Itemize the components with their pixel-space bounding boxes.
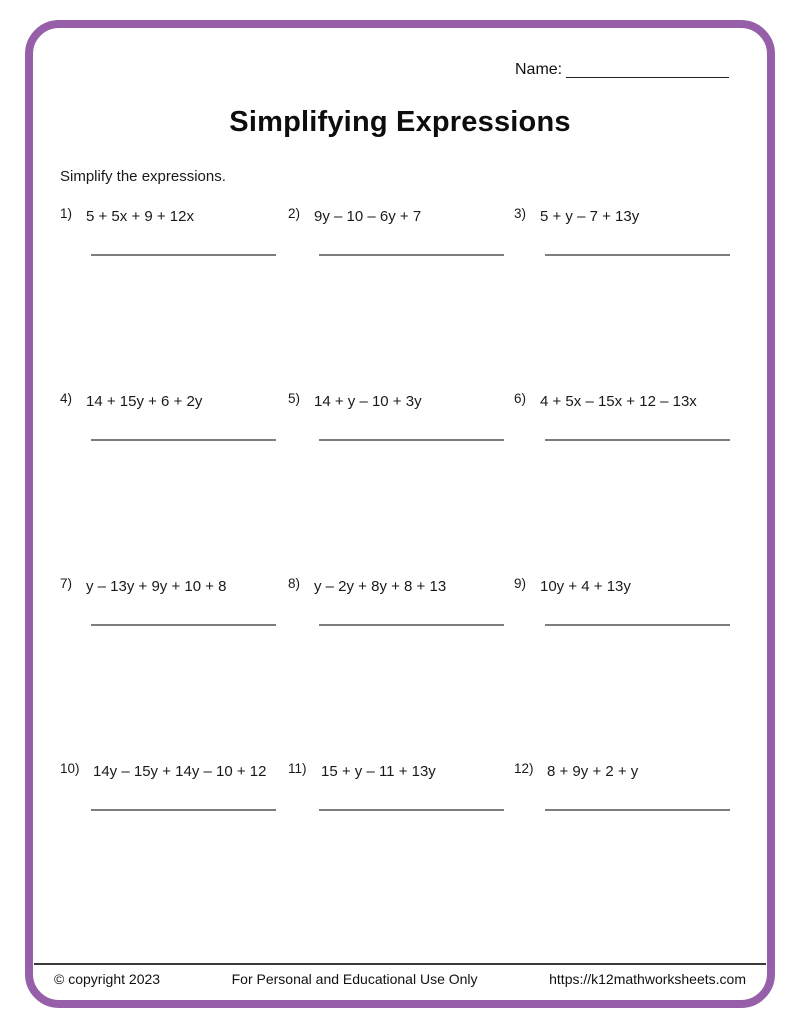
problem-2 xyxy=(288,206,514,391)
answer-line xyxy=(91,254,276,256)
problem-expression: 9y – 10 – 6y + 7 xyxy=(314,208,422,225)
problem-number: 11) xyxy=(288,761,307,776)
answer-line xyxy=(545,254,730,256)
problem-expression: 4 + 5x – 15x + 12 – 13x xyxy=(540,393,697,410)
problem-expression: y – 13y + 9y + 10 + 8 xyxy=(86,578,227,595)
problem-number: 12) xyxy=(514,761,534,776)
problem-number: 10) xyxy=(60,761,80,776)
problem-number: 6) xyxy=(514,391,527,406)
answer-line xyxy=(545,809,730,811)
name-blank-line xyxy=(566,77,729,78)
name-label: Name: xyxy=(515,61,563,78)
problem-number: 5) xyxy=(288,391,301,406)
answer-line xyxy=(91,809,276,811)
problem-7 xyxy=(60,576,288,761)
problem-expression: 8 + 9y + 2 + y xyxy=(547,763,639,780)
problem-expression: 15 + y – 11 + 13y xyxy=(321,763,436,780)
problem-expression: y – 2y + 8y + 8 + 13 xyxy=(314,578,447,595)
answer-line xyxy=(319,439,504,441)
answer-line xyxy=(319,254,504,256)
answer-line xyxy=(319,624,504,626)
problem-expression: 5 + y – 7 + 13y xyxy=(540,208,640,225)
answer-line xyxy=(319,809,504,811)
problem-expression: 14y – 15y + 14y – 10 + 12 xyxy=(93,763,267,780)
problem-11 xyxy=(288,761,514,946)
instructions-text: Simplify the expressions. xyxy=(60,168,226,185)
problem-10 xyxy=(60,761,288,946)
problem-5 xyxy=(288,391,514,576)
problem-number: 3) xyxy=(514,206,527,221)
name-field xyxy=(515,60,729,80)
problem-expression: 14 + 15y + 6 + 2y xyxy=(86,393,203,410)
problem-number: 2) xyxy=(288,206,301,221)
footer-usage-text: For Personal and Educational Use Only xyxy=(231,971,478,987)
problem-number: 8) xyxy=(288,576,301,591)
answer-line xyxy=(545,439,730,441)
footer xyxy=(34,971,766,987)
page-title: Simplifying Expressions xyxy=(229,106,571,138)
problem-6 xyxy=(514,391,740,576)
answer-line xyxy=(91,439,276,441)
footer-website-link: https://k12mathworksheets.com xyxy=(549,971,746,987)
problems-grid xyxy=(60,206,750,946)
problem-1 xyxy=(60,206,288,391)
problem-number: 4) xyxy=(60,391,73,406)
answer-line xyxy=(545,624,730,626)
problem-12 xyxy=(514,761,740,946)
problem-4 xyxy=(60,391,288,576)
problem-9 xyxy=(514,576,740,761)
answer-line xyxy=(91,624,276,626)
problem-3 xyxy=(514,206,740,391)
problem-expression: 5 + 5x + 9 + 12x xyxy=(86,208,194,225)
problem-number: 7) xyxy=(60,576,73,591)
problem-expression: 14 + y – 10 + 3y xyxy=(314,393,422,410)
problem-8 xyxy=(288,576,514,761)
problem-number: 1) xyxy=(60,206,73,221)
problem-number: 9) xyxy=(514,576,527,591)
footer-copyright: © copyright 2023 xyxy=(54,971,161,987)
problem-expression: 10y + 4 + 13y xyxy=(540,578,631,595)
footer-divider xyxy=(34,963,766,965)
